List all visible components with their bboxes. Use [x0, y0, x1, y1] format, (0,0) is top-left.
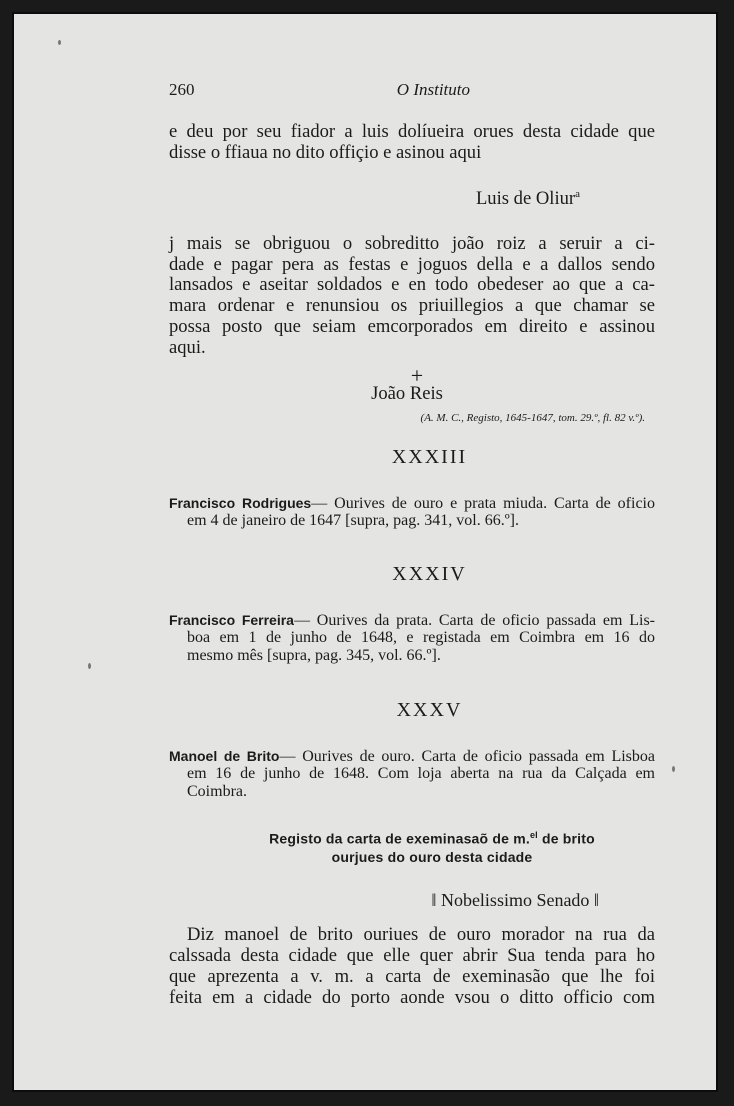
text-line: feita em a cidade do porto aonde vsou o ditto officio com [169, 986, 655, 1008]
text-line: dade e pagar pera as festas e joguos della e a dallos sendo [169, 253, 655, 275]
entry-line [169, 612, 655, 630]
scan-speck [58, 40, 61, 45]
text-line: e deu por seu fiador a luis dolíueira orues desta cidade que [169, 121, 655, 142]
entry-name: Manoel de Brito [169, 747, 280, 764]
section-numeral: XXXIII [391, 445, 468, 468]
entry-line: em 16 de junho de 1648. Com loja aberta na rua da Calçada em [187, 765, 655, 783]
entry-text: — Ourives de ouro e prata miuda. Carta de oficio [311, 494, 655, 512]
entry-name: Francisco Ferreira [169, 611, 294, 628]
entry-text: — Ourives de ouro. Carta de oficio passada em Lisboa [279, 747, 655, 765]
entry-manoel-de-brito [169, 748, 655, 801]
document-title [209, 830, 655, 866]
entry-line [169, 748, 655, 766]
page-content [169, 80, 655, 1008]
signature-joao-reis: João Reis [371, 382, 443, 404]
text-line: calssada desta cidade que elle quer abrir Sua tenda para ho [169, 944, 655, 966]
salutation: ‖ Nobelissimo Senado ‖ [431, 890, 599, 911]
signature-superscript: a [575, 187, 580, 200]
section-numeral: XXXV [396, 698, 463, 721]
page-header [169, 80, 655, 100]
entry-line: em 4 de janeiro de 1647 [supra, pag. 341, vol. 66.º]. [187, 512, 519, 530]
text-line: Diz manoel de brito ouriues de ouro morador na rua da [187, 924, 655, 946]
entry-francisco-rodrigues [169, 495, 655, 530]
text-line: j mais se obriguou o sobreditto joão roiz a seruir a ci- [169, 232, 655, 254]
document-title-line [209, 830, 655, 848]
text-line: possa posto que seiam emcorporados em direito e assinou [169, 316, 655, 338]
entry-line: Coimbra. [187, 782, 247, 800]
cross-mark: + [410, 362, 424, 388]
entry-line [169, 495, 655, 513]
document-title-line: ourjues do ouro desta cidade [331, 848, 533, 865]
paragraph-1 [169, 122, 655, 164]
title-text: Registo da carta de exeminasaõ de m. [269, 831, 530, 848]
title-text: de brito [537, 831, 595, 848]
text-line: lansados e aseitar soldados e en todo obedeser ao que a ca- [169, 274, 655, 296]
entry-name: Francisco Rodrigues [169, 494, 312, 511]
book-page [12, 12, 718, 1092]
paragraph-3 [169, 925, 655, 1008]
entry-text: — Ourives da prata. Carta de oficio passada em Lis- [293, 611, 655, 629]
text-line: disse o ffiaua no dito offiçio e asinou aqui [169, 141, 482, 163]
scan-speck [672, 766, 675, 772]
section-numeral: XXXIV [392, 562, 467, 585]
entry-francisco-ferreira [169, 612, 655, 665]
signature-name: Luis de Oliur [475, 187, 576, 209]
running-title: O Instituto [396, 80, 470, 99]
paragraph-2 [169, 234, 655, 359]
text-line: aqui. [169, 336, 206, 358]
text-line: que aprezenta a v. m. a carta de exeminasão que lhe foi [169, 965, 655, 987]
scan-speck [88, 663, 91, 669]
text-line: mara ordenar e renunsiou os priuillegios a que chamar se [169, 295, 655, 317]
entry-line: boa em 1 de junho de 1648, e registada em Coimbra em 16 do [187, 629, 655, 647]
entry-line: mesmo mês [supra, pag. 345, vol. 66.º]. [187, 647, 441, 665]
page-number: 260 [169, 80, 195, 99]
signature-luis [169, 188, 580, 210]
title-superscript: el [529, 830, 538, 841]
archive-citation: (A. M. C., Registo, 1645-1647, tom. 29.º, fl. 82 v.º). [420, 411, 645, 424]
